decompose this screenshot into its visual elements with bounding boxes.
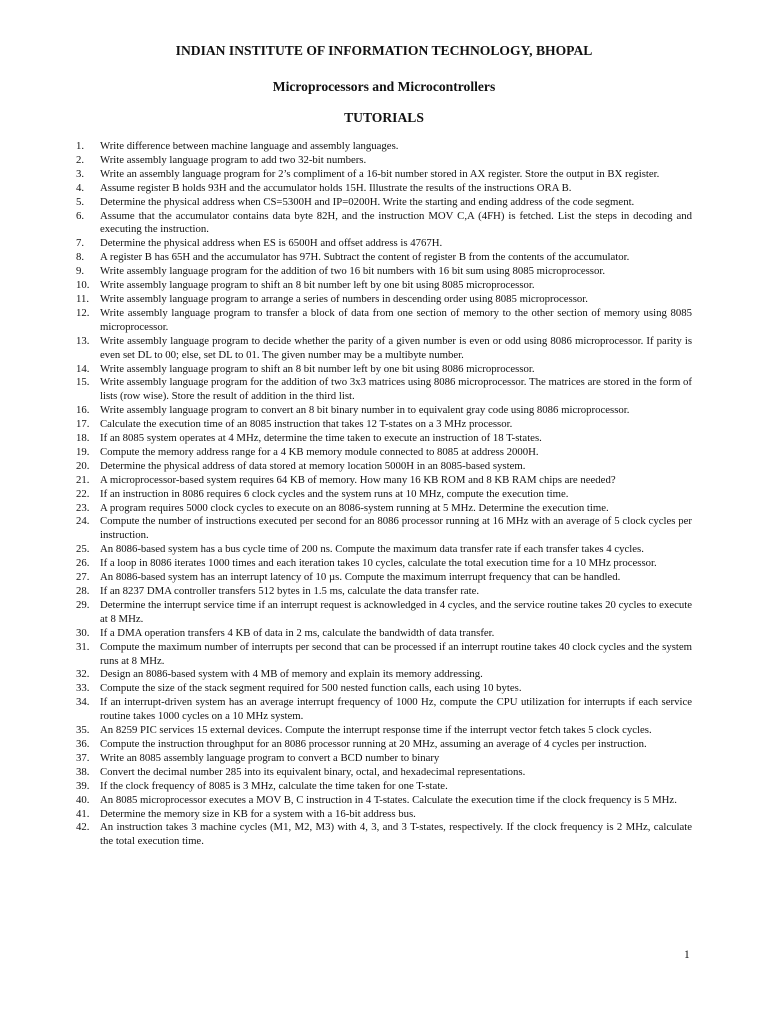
question-text: Design an 8086-based system with 4 MB of memory and explain its memory addressing. — [100, 668, 483, 681]
question-item — [76, 794, 692, 808]
question-number: 9. — [76, 265, 85, 278]
question-text: Compute the instruction throughput for an 8086 processor running at 20 MHz, assuming an average of 4 cycles per instruction. — [100, 737, 647, 750]
question-item — [76, 780, 692, 794]
question-item — [76, 265, 692, 279]
question-item — [76, 696, 692, 724]
question-item — [76, 182, 692, 196]
question-number: 6. — [76, 209, 85, 222]
question-item — [76, 571, 692, 585]
question-text: Compute the memory address range for a 4 KB memory module connected to 8085 at address 2000H. — [100, 445, 539, 458]
question-item — [76, 418, 692, 432]
question-item — [76, 808, 692, 822]
question-item — [76, 446, 692, 460]
question-text: Write assembly language program to shift an 8 bit number left by one bit using 8085 microprocessor. — [100, 279, 535, 292]
question-item — [76, 140, 692, 154]
question-item — [76, 307, 692, 335]
question-number: 2. — [76, 153, 85, 166]
question-text: Compute the size of the stack segment required for 500 nested function calls, each using 10 bytes. — [100, 682, 522, 695]
question-number: 12. — [76, 306, 90, 319]
question-number: 26. — [76, 557, 90, 570]
question-item — [76, 237, 692, 251]
question-number: 24. — [76, 515, 90, 528]
question-item — [76, 154, 692, 168]
institute-title: INDIAN INSTITUTE OF INFORMATION TECHNOLOGY, BHOPAL — [175, 43, 593, 58]
question-text: Convert the decimal number 285 into its equivalent binary, octal, and hexadecimal representations. — [100, 765, 526, 778]
question-item — [76, 738, 692, 752]
question-number: 13. — [76, 334, 90, 347]
page-number: 1 — [684, 949, 690, 961]
question-item — [76, 404, 692, 418]
question-number: 23. — [76, 501, 90, 514]
question-text: Write assembly language program to transfer a block of data from one section of memory to the other section of memory using 8085 microprocessor. — [100, 306, 692, 333]
question-text: Determine the memory size in KB for a system with a 16-bit address bus. — [100, 807, 416, 820]
question-text: If a loop in 8086 iterates 1000 times and each iteration takes 10 cycles, calculate the total execution time for a 10 MHz processor. — [100, 557, 657, 570]
question-number: 15. — [76, 376, 90, 389]
question-number: 19. — [76, 445, 90, 458]
question-number: 7. — [76, 237, 85, 250]
question-text: Determine the physical address when CS=5300H and IP=0200H. Write the starting and ending address of the code segment. — [100, 195, 635, 208]
question-number: 40. — [76, 793, 90, 806]
question-item — [76, 752, 692, 766]
question-number: 34. — [76, 696, 90, 709]
question-item — [76, 251, 692, 265]
question-text: Compute the maximum number of interrupts per second that can be processed if an interrupt routine takes 40 clock cycles and the system runs at 8 MHz. — [100, 640, 692, 667]
question-number: 16. — [76, 404, 90, 417]
question-number: 18. — [76, 432, 90, 445]
question-item — [76, 335, 692, 363]
question-item — [76, 376, 692, 404]
question-text: Write assembly language program to decide whether the parity of a given number is even or odd using 8086 microprocessor. If parity is even set DL to 00; else, set DL to 01. The given number may be a multibyte number. — [100, 334, 692, 361]
question-text: Write assembly language program for the addition of two 16 bit numbers with 16 bit sum using 8085 microprocessor. — [100, 265, 606, 278]
question-item — [76, 641, 692, 669]
question-item — [76, 196, 692, 210]
question-item — [76, 543, 692, 557]
question-text: Determine the physical address of data stored at memory location 5000H in an 8085-based system. — [100, 459, 526, 472]
question-item — [76, 515, 692, 543]
question-number: 41. — [76, 807, 90, 820]
question-number: 29. — [76, 598, 90, 611]
question-text: A program requires 5000 clock cycles to execute on an 8086-system running at 5 MHz. Determine the execution time. — [100, 501, 609, 514]
question-number: 3. — [76, 167, 85, 180]
course-title: Microprocessors and Microcontrollers — [272, 79, 496, 94]
question-number: 31. — [76, 640, 90, 653]
question-number: 38. — [76, 765, 90, 778]
question-number: 11. — [76, 292, 90, 305]
question-text: Compute the number of instructions executed per second for an 8086 processor running at 16 MHz with an average of 5 clock cycles per instruction. — [100, 515, 692, 542]
question-item — [76, 627, 692, 641]
question-text: Calculate the execution time of an 8085 instruction that takes 12 T-states on a 3 MHz processor. — [100, 418, 513, 431]
question-item — [76, 557, 692, 571]
question-text: A register B has 65H and the accumulator has 97H. Subtract the content of register B from the contents of the accumulator. — [100, 251, 630, 264]
question-text: Write assembly language program to arrange a series of numbers in descending order using 8085 microprocessor. — [100, 292, 588, 305]
question-text: Determine the physical address when ES is 6500H and offset address is 4767H. — [100, 237, 443, 250]
question-item — [76, 168, 692, 182]
question-text: An 8085 microprocessor executes a MOV B, C instruction in 4 T-states. Calculate the execution time if the clock frequency is 5 MHz. — [100, 793, 677, 806]
question-number: 25. — [76, 543, 90, 556]
question-number: 42. — [76, 821, 90, 834]
question-text: Determine the interrupt service time if an interrupt request is acknowledged in 4 cycles, and the service routine takes 20 cycles to execute at 8 MHz. — [100, 598, 692, 625]
question-item — [76, 363, 692, 377]
question-text: Write an 8085 assembly language program to convert a BCD number to binary — [100, 751, 440, 764]
question-item — [76, 460, 692, 474]
question-text: Write difference between machine language and assembly languages. — [100, 140, 399, 152]
question-item — [76, 474, 692, 488]
question-text: If an 8237 DMA controller transfers 512 bytes in 1.5 ms, calculate the data transfer rate. — [100, 585, 480, 597]
question-text: If a DMA operation transfers 4 KB of data in 2 ms, calculate the bandwidth of data transfer. — [100, 626, 495, 639]
question-item — [76, 821, 692, 849]
section-title: TUTORIALS — [344, 110, 424, 125]
question-number: 32. — [76, 668, 90, 681]
question-text: If an 8085 system operates at 4 MHz, determine the time taken to execute an instruction of 18 T-states. — [100, 432, 542, 445]
question-text: Assume register B holds 93H and the accumulator holds 15H. Illustrate the results of the instructions ORA B. — [100, 181, 572, 194]
question-number: 30. — [76, 626, 90, 639]
question-list — [76, 140, 692, 849]
question-number: 10. — [76, 279, 90, 292]
question-number: 22. — [76, 487, 90, 500]
question-item — [76, 599, 692, 627]
question-item — [76, 293, 692, 307]
question-number: 8. — [76, 251, 85, 264]
question-number: 17. — [76, 418, 90, 431]
question-text: An instruction takes 3 machine cycles (M1, M2, M3) with 4, 3, and 3 T-states, respectively. If the clock frequency is 2 MHz, calculate the total execution time. — [100, 821, 692, 848]
question-number: 35. — [76, 724, 90, 737]
question-text: If an interrupt-driven system has an average interrupt frequency of 1000 Hz, compute the CPU utilization for interrupts if each service routine takes 1000 cycles on a 10 MHz system. — [100, 696, 692, 723]
question-item — [76, 210, 692, 238]
question-text: Write assembly language program to convert an 8 bit binary number in to equivalent gray code using 8086 microprocessor. — [100, 404, 630, 417]
question-item — [76, 502, 692, 516]
question-text: A microprocessor-based system requires 64 KB of memory. How many 16 KB ROM and 8 KB RAM chips are needed? — [100, 473, 616, 486]
question-text: Assume that the accumulator contains data byte 82H, and the instruction MOV C,A (4FH) is fetched. List the steps in decoding and executing the instruction. — [100, 209, 692, 236]
question-text: Write assembly language program to shift an 8 bit number left by one bit using 8086 microprocessor. — [100, 362, 535, 375]
question-number: 5. — [76, 195, 85, 208]
question-number: 27. — [76, 571, 90, 584]
question-text: If the clock frequency of 8085 is 3 MHz, calculate the time taken for one T-state. — [100, 779, 448, 792]
question-item — [76, 766, 692, 780]
question-number: 4. — [76, 181, 85, 194]
question-number: 1. — [76, 140, 85, 152]
question-item — [76, 488, 692, 502]
question-item — [76, 585, 692, 599]
question-item — [76, 279, 692, 293]
question-text: If an instruction in 8086 requires 6 clock cycles and the system runs at 10 MHz, compute the execution time. — [100, 487, 569, 500]
question-number: 21. — [76, 473, 90, 486]
question-text: Write assembly language program for the addition of two 3x3 matrices using 8086 microprocessor. The matrices are stored in the form of lists (row wise). Store the result of addition in the third list. — [100, 376, 692, 403]
question-text: Write an assembly language program for 2’s compliment of a 16-bit number stored in AX register. Store the output in BX register. — [100, 167, 660, 180]
question-text: Write assembly language program to add two 32-bit numbers. — [100, 153, 367, 166]
question-text: An 8259 PIC services 15 external devices. Compute the interrupt response time if the interrupt vector fetch takes 5 clock cycles. — [100, 724, 652, 737]
question-number: 36. — [76, 737, 90, 750]
question-text: An 8086-based system has an interrupt latency of 10 µs. Compute the maximum interrupt frequency that can be handled. — [100, 571, 621, 584]
question-item — [76, 724, 692, 738]
question-item — [76, 432, 692, 446]
question-number: 37. — [76, 751, 90, 764]
question-number: 14. — [76, 362, 90, 375]
question-number: 33. — [76, 682, 90, 695]
question-text: An 8086-based system has a bus cycle time of 200 ns. Compute the maximum data transfer rate if each transfer takes 4 cycles. — [100, 543, 644, 556]
question-number: 39. — [76, 779, 90, 792]
question-number: 28. — [76, 585, 90, 597]
question-number: 20. — [76, 459, 90, 472]
question-item — [76, 668, 692, 682]
question-item — [76, 682, 692, 696]
